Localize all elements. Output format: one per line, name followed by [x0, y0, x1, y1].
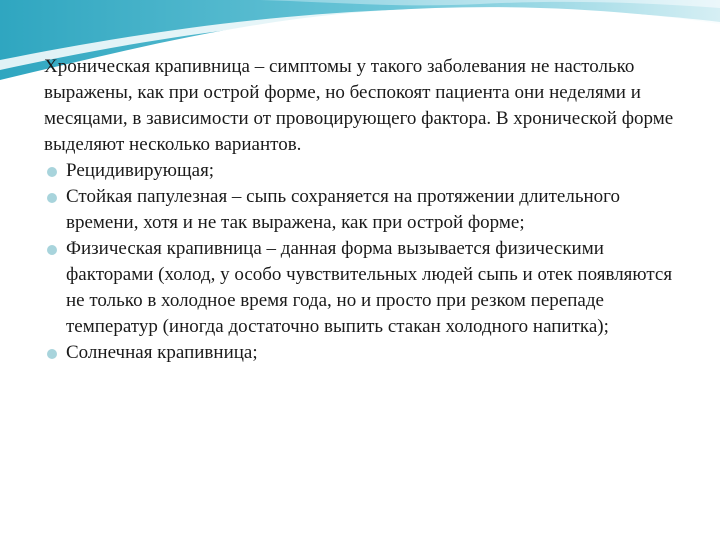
list-item — [44, 158, 684, 184]
slide-content — [44, 54, 684, 366]
list-item-text: Солнечная крапивница; — [66, 342, 258, 363]
bullet-list — [44, 158, 684, 366]
list-item-text: Рецидивирующая; — [66, 160, 215, 181]
intro-paragraph: Хроническая крапивница – симптомы у такого заболевания не настолько выражены, как при острой форме, но беспокоят пациента они неделями и месяцами, в зависимости от провоцирующего фактора. В хронической форме выделяют несколько вариантов. — [44, 56, 674, 155]
filled-circle-icon — [47, 349, 57, 359]
list-item-text: Стойкая папулезная – сыпь сохраняется на протяжении длительного времени, хотя и не так выражена, как при острой форме; — [66, 186, 620, 233]
list-item — [44, 236, 684, 340]
list-item — [44, 184, 684, 236]
list-item-text: Физическая крапивница – данная форма вызывается физическими факторами (холод, у особо чувствительных людей сыпь и отек появляются не только в холодное время года, но и просто при резком перепаде температур (иногда достаточно выпить стакан холодного напитка); — [66, 238, 673, 337]
list-item — [44, 340, 684, 366]
filled-circle-icon — [47, 167, 57, 177]
filled-circle-icon — [47, 193, 57, 203]
filled-circle-icon — [47, 245, 57, 255]
